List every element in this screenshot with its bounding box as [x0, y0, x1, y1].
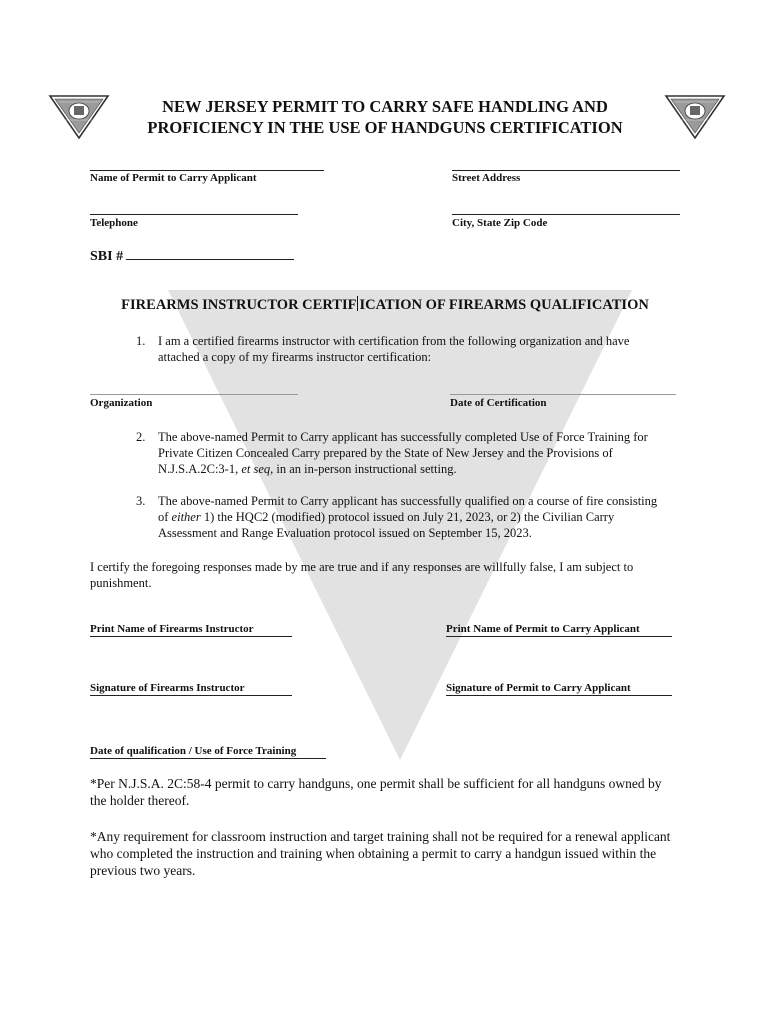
organization-label: Organization [90, 397, 153, 409]
street-address-label: Street Address [452, 172, 521, 184]
item-3-text-b: 1) the HQC2 (modified) protocol issued on July 21, 2023, or 2) the Civilian Carry Assessment and Range Evaluation protocol issued on September 15, 2023. [158, 510, 615, 540]
document-title [110, 96, 660, 138]
applicant-name-label: Name of Permit to Carry Applicant [90, 172, 257, 184]
date-of-certification-field[interactable] [450, 394, 676, 395]
print-name-applicant-field[interactable]: Print Name of Permit to Carry Applicant [446, 623, 672, 637]
item-2-text [158, 429, 664, 477]
city-state-zip-field[interactable] [452, 214, 680, 215]
telephone-label: Telephone [90, 217, 138, 229]
item-2-number: 2. [136, 430, 146, 444]
item-3-number: 3. [136, 494, 146, 508]
organization-field[interactable] [90, 394, 298, 395]
date-of-certification-label: Date of Certification [450, 397, 547, 409]
item-3-italic: either [171, 510, 201, 524]
item-2-text-b: in an in-person instructional setting. [276, 462, 457, 476]
certification-statement: I certify the foregoing responses made by me are true and if any responses are willfully false, I am subject to punishment. [90, 560, 634, 590]
instructor-section-heading [90, 296, 680, 314]
item-2-text-a: The above-named Permit to Carry applicant has successfully completed Use of Force Training for Private Citizen Concealed Carry prepared by the State of New Jersey and the Provisions of N.J.S.A.2C:3-1, [158, 430, 648, 476]
nj-state-police-seal-icon [664, 94, 726, 140]
city-state-zip-label: City, State Zip Code [452, 217, 548, 229]
title-line-1: NEW JERSEY PERMIT TO CARRY SAFE HANDLING AND [162, 97, 608, 116]
item-1-number: 1. [136, 334, 146, 348]
note-permit-sufficiency: *Per N.J.S.A. 2C:58-4 permit to carry handguns, one permit shall be sufficient for all handguns owned by the holder thereof. [90, 776, 662, 808]
date-of-qualification-field[interactable]: Date of qualification / Use of Force Training [90, 745, 326, 759]
print-name-instructor-field[interactable]: Print Name of Firearms Instructor [90, 623, 292, 637]
item-3-text [158, 493, 664, 541]
note-renewal-exemption: *Any requirement for classroom instruction and target training shall not be required for a renewal applicant who completed the instruction and training when obtaining a permit to carry a handgun issued within the previous two years. [90, 829, 671, 878]
sbi-input[interactable] [126, 245, 294, 260]
item-2-italic: et seq, [241, 462, 274, 476]
nj-state-police-seal-icon [48, 94, 110, 140]
sbi-row [90, 245, 294, 265]
sbi-label: SBI # [90, 249, 124, 264]
signature-instructor-field[interactable]: Signature of Firearms Instructor [90, 682, 292, 696]
applicant-name-field[interactable] [90, 170, 324, 171]
heading-part-1: FIREARMS INSTRUCTOR CERTIF [121, 297, 357, 313]
telephone-field[interactable] [90, 214, 298, 215]
street-address-field[interactable] [452, 170, 680, 171]
signature-applicant-field[interactable]: Signature of Permit to Carry Applicant [446, 682, 672, 696]
item-1-text: I am a certified firearms instructor with certification from the following organization and have attached a copy of my firearms instructor certification: [158, 334, 630, 364]
heading-part-2: ICATION OF FIREARMS QUALIFICATION [359, 297, 649, 313]
item-3-text-a: The above-named Permit to Carry applicant has successfully qualified on a course of fire consisting of [158, 494, 658, 524]
title-line-2: PROFICIENCY IN THE USE OF HANDGUNS CERTIFICATION [147, 118, 623, 137]
